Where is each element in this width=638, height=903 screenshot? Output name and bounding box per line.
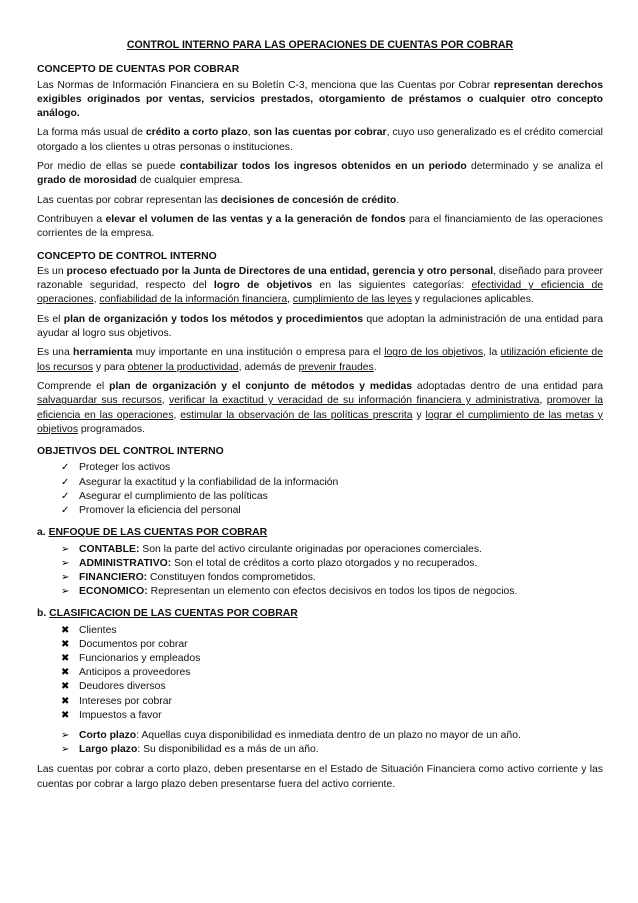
list-item-text: : Aquellas cuya disponibilidad es inmediata dentro de un plazo no mayor de un año.: [136, 730, 521, 742]
term: ADMINISTRATIVO:: [79, 557, 172, 569]
text: Por medio de ellas se puede: [37, 161, 180, 173]
paragraph-forma-usual: [37, 126, 603, 155]
list-item: [61, 743, 603, 757]
paragraph-herramienta: [37, 346, 603, 375]
text: ,: [173, 409, 181, 421]
bold-text: logro de objetivos: [213, 280, 313, 292]
document-title: CONTROL INTERNO PARA LAS OPERACIONES DE CUENTAS POR COBRAR: [126, 39, 514, 51]
list-item-text: Son el total de créditos a corto plazo otorgados y no recuperados.: [171, 557, 478, 569]
text: Comprende el: [37, 380, 110, 392]
cross-icon: ✖: [61, 695, 70, 707]
bold-text: crédito a corto plazo: [145, 127, 248, 139]
list-item-text: : Su disponibilidad es a más de un año.: [137, 744, 319, 756]
underlined-text: prevenir fraudes: [298, 361, 374, 373]
list-item-text: Promover la eficiencia del personal: [79, 505, 241, 517]
paragraph-plan: [37, 313, 603, 342]
text: ,: [287, 294, 293, 306]
list-item: [61, 585, 603, 599]
list-item: [61, 638, 603, 652]
text: ,: [539, 395, 547, 407]
list-item: [61, 680, 603, 694]
list-item: [61, 571, 603, 585]
list-item-text: Deudores diversos: [79, 681, 166, 693]
term: Corto plazo: [79, 730, 137, 742]
list-item-text: Funcionarios y empleados: [79, 653, 201, 665]
text: y regulaciones aplicables.: [411, 294, 534, 306]
cross-icon: ✖: [61, 709, 70, 721]
term: ECONOMICO:: [79, 586, 148, 598]
paragraph-nif: [37, 79, 603, 122]
list-item-text: Asegurar el cumplimiento de las políticas: [79, 490, 268, 502]
list-item: [61, 729, 603, 743]
bold-text: proceso efectuado por la Junta de Directores de una entidad, gerencia y otro personal: [66, 265, 494, 277]
list-item: [61, 476, 603, 490]
text: Contribuyen a: [37, 213, 106, 225]
list-item-text: Representan un elemento con efectos decisivos en todos los tipos de negocios.: [147, 586, 518, 598]
bold-text: grado de morosidad: [37, 175, 137, 187]
paragraph-contribuyen: [37, 213, 603, 242]
heading-enfoque: [37, 526, 603, 540]
list-item: [61, 709, 603, 723]
enfoque-list: [37, 543, 603, 600]
text: , diseñado para proveer razonable seguridad, respecto del: [37, 265, 603, 292]
cross-icon: ✖: [61, 624, 70, 636]
text: , la: [483, 347, 501, 359]
bold-text: herramienta: [73, 347, 133, 359]
text: ,: [93, 294, 100, 306]
list-item: [61, 504, 603, 518]
text: .: [396, 194, 400, 206]
heading-objetivos: OBJETIVOS DEL CONTROL INTERNO: [37, 446, 224, 458]
heading-concepto-cuentas: CONCEPTO DE CUENTAS POR COBRAR: [37, 64, 240, 76]
list-item-text: Son la parte del activo circulante originadas por operaciones comerciales.: [139, 543, 482, 555]
cross-icon: ✖: [61, 653, 70, 665]
term: Largo plazo: [79, 744, 138, 756]
underlined-text: confiabilidad de la información financiera: [99, 294, 288, 306]
underlined-text: utilización eficiente de los recursos: [37, 347, 603, 373]
text: y: [412, 409, 426, 421]
arrow-icon: ➢: [61, 586, 70, 598]
text: y para: [93, 361, 128, 373]
arrow-icon: ➢: [61, 543, 70, 555]
heading-prefix: b.: [37, 608, 50, 620]
underlined-text: promover la eficiencia en las operaciones: [37, 395, 604, 421]
list-item: [61, 461, 603, 475]
list-item: [61, 652, 603, 666]
text: , cuyo uso generalizado es el crédito comercial otorgado a los clientes u otras personas o instituciones.: [37, 127, 603, 153]
text: ,: [161, 395, 170, 407]
check-icon: ✓: [61, 476, 70, 488]
arrow-icon: ➢: [61, 730, 70, 742]
list-item: [61, 543, 603, 557]
text: ,: [247, 127, 254, 139]
objetivos-list: [37, 461, 603, 518]
text: de cualquier empresa.: [136, 175, 243, 187]
text: La forma más usual de: [37, 127, 146, 139]
list-item-text: Intereses por cobrar: [79, 695, 172, 707]
paragraph-decisiones: [37, 194, 603, 208]
bold-text: representan derechos exigibles originados por ventas, servicios prestados, otorgamiento de préstamos o cualquier otro concepto análogo.: [37, 79, 603, 120]
text: en las siguientes categorías:: [312, 280, 472, 292]
underlined-text: cumplimiento de las leyes: [292, 294, 412, 306]
text: muy importante en una institución o empresa para el: [132, 347, 385, 359]
paragraph-contabilizar: [37, 160, 603, 189]
term: CONTABLE:: [79, 543, 140, 555]
arrow-icon: ➢: [61, 744, 70, 756]
list-item: [61, 490, 603, 504]
list-item-text: Documentos por cobrar: [79, 638, 188, 650]
list-item-text: Asegurar la exactitud y la confiabilidad de la información: [79, 476, 339, 488]
heading-text: CLASIFICACION DE LAS CUENTAS POR COBRAR: [49, 608, 298, 620]
underlined-text: salvaguardar sus recursos: [37, 395, 162, 407]
bold-text: decisiones de concesión de crédito: [220, 194, 397, 206]
document-page: [37, 38, 603, 797]
cross-icon: ✖: [61, 638, 70, 650]
bold-text: elevar el volumen de las ventas y a la generación de fondos: [105, 213, 406, 225]
text: Las Normas de Información Financiera en su Boletín C-3, menciona que las Cuentas por Cobrar: [37, 79, 494, 91]
list-item-text: Constituyen fondos comprometidos.: [147, 571, 316, 583]
underlined-text: logro de los objetivos: [384, 347, 484, 359]
clasificacion-list: [37, 624, 603, 723]
term: FINANCIERO:: [79, 571, 148, 583]
text: Es el: [37, 313, 64, 325]
heading-concepto-control: CONCEPTO DE CONTROL INTERNO: [37, 250, 217, 262]
paragraph-proceso: [37, 265, 603, 308]
heading-clasificacion: [37, 607, 603, 621]
text: Las cuentas por cobrar representan las: [37, 194, 221, 206]
heading-text: ENFOQUE DE LAS CUENTAS POR COBRAR: [48, 527, 268, 539]
bold-text: plan de organización y el conjunto de métodos y medidas: [109, 380, 413, 392]
paragraph-comprende: [37, 380, 603, 437]
arrow-icon: ➢: [61, 571, 70, 583]
list-item-text: Clientes: [79, 624, 117, 636]
bold-text: contabilizar todos los ingresos obtenidos en un periodo: [179, 161, 467, 173]
underlined-text: efectividad y eficiencia de operaciones: [37, 280, 604, 306]
underlined-text: obtener la productividad: [127, 361, 239, 373]
text: Es un: [37, 265, 67, 277]
text: .: [373, 361, 377, 373]
paragraph-closing: Las cuentas por cobrar a corto plazo, deben presentarse en el Estado de Situación Financiera como activo corriente y las cuentas por cobrar a largo plazo deben presentarse fuera del activo corriente.: [37, 764, 603, 790]
cross-icon: ✖: [61, 681, 70, 693]
list-item: [61, 666, 603, 680]
underlined-text: lograr el cumplimiento de las metas y objetivos: [37, 409, 604, 435]
text: para el financiamiento de las operaciones corrientes de la empresa.: [37, 213, 603, 240]
text: , además de: [238, 361, 299, 373]
underlined-text: verificar la exactitud y veracidad de su información financiera y administrativa: [169, 395, 540, 407]
list-item: [61, 557, 603, 571]
list-item-text: Impuestos a favor: [79, 709, 162, 721]
list-item: [61, 624, 603, 638]
check-icon: ✓: [61, 505, 70, 517]
bold-text: son las cuentas por cobrar: [253, 127, 387, 139]
heading-prefix: a.: [37, 527, 49, 539]
underlined-text: estimular la observación de las políticas prescrita: [180, 409, 413, 421]
arrow-icon: ➢: [61, 557, 70, 569]
text: adoptadas dentro de una entidad para: [412, 380, 604, 392]
check-icon: ✓: [61, 490, 70, 502]
text: programados.: [78, 423, 146, 435]
text: Es una: [37, 347, 74, 359]
text: determinado y se analiza el: [466, 161, 603, 173]
plazos-list: [37, 729, 603, 757]
text: que adoptan la administración de una entidad para ayudar al logro sus objetivos.: [37, 313, 603, 340]
cross-icon: ✖: [61, 667, 70, 679]
list-item: [61, 695, 603, 709]
check-icon: ✓: [61, 462, 70, 474]
list-item-text: Anticipos a proveedores: [79, 667, 191, 679]
bold-text: plan de organización y todos los métodos y procedimientos: [63, 313, 364, 325]
list-item-text: Proteger los activos: [79, 462, 171, 474]
